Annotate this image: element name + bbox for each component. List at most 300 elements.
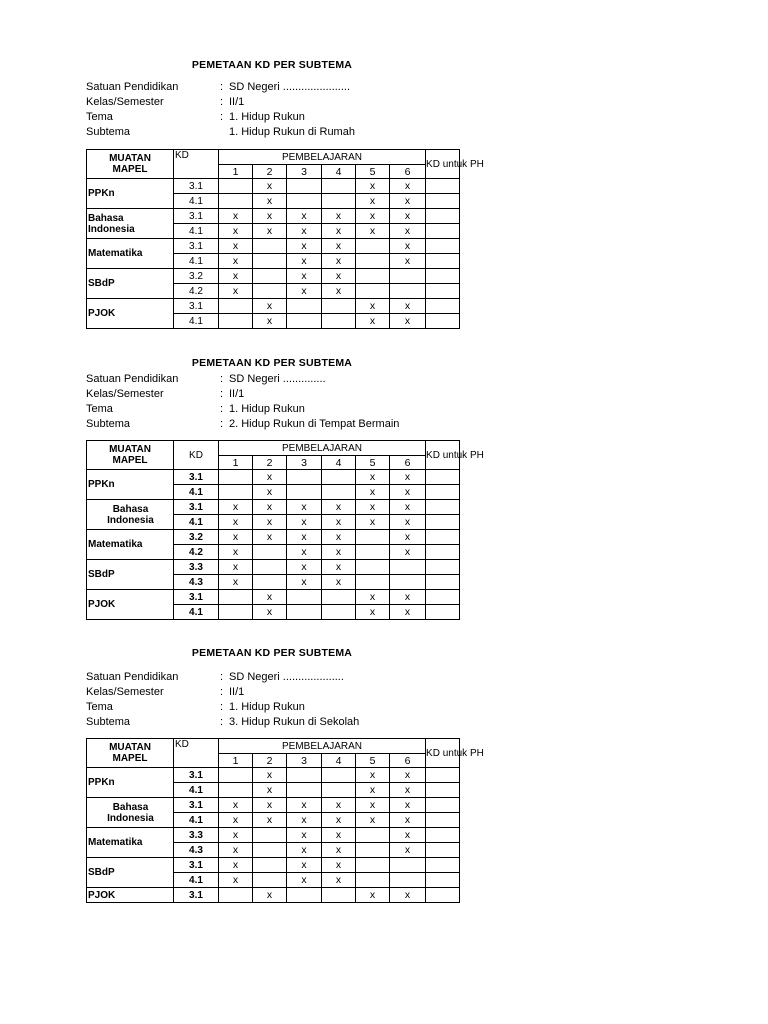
- mark-cell: x: [322, 530, 356, 545]
- table-row: [87, 299, 460, 314]
- mark-cell: [253, 843, 287, 858]
- subject-cell: [87, 798, 174, 828]
- pembelajaran-number: 4: [322, 754, 356, 768]
- mark-cell: x: [390, 813, 426, 828]
- header-muatan: MUATAN: [109, 153, 151, 164]
- mark-cell: [219, 314, 253, 329]
- ph-cell: [426, 783, 460, 798]
- mark-cell: x: [253, 515, 287, 530]
- mark-cell: x: [287, 515, 322, 530]
- pembelajaran-number: 2: [253, 754, 287, 768]
- info-label: Satuan Pendidikan: [86, 671, 179, 683]
- mark-cell: [322, 194, 356, 209]
- subject-cell: PJOK: [87, 590, 174, 620]
- info-value: SD Negeri ......................: [229, 81, 351, 93]
- kd-cell: 4.1: [174, 605, 219, 620]
- mark-cell: x: [219, 858, 253, 873]
- kd-cell: 3.2: [174, 269, 219, 284]
- mark-cell: [356, 239, 390, 254]
- mark-cell: x: [287, 828, 322, 843]
- mark-cell: [287, 888, 322, 903]
- table-row: [87, 590, 460, 605]
- mark-cell: x: [322, 500, 356, 515]
- info-value: II/1: [229, 388, 245, 400]
- section-title: PEMETAAN KD PER SUBTEMA: [191, 357, 353, 369]
- mark-cell: x: [253, 470, 287, 485]
- mark-cell: x: [219, 843, 253, 858]
- mark-cell: x: [219, 284, 253, 299]
- pembelajaran-number: 1: [219, 754, 253, 768]
- mark-cell: x: [253, 314, 287, 329]
- info-colon: :: [220, 716, 224, 728]
- table-row: [87, 470, 460, 485]
- mark-cell: [253, 575, 287, 590]
- mark-cell: x: [287, 530, 322, 545]
- mark-cell: x: [322, 813, 356, 828]
- mark-cell: [322, 179, 356, 194]
- info-label: Subtema: [86, 418, 131, 430]
- mark-cell: [390, 560, 426, 575]
- info-label: Kelas/Semester: [86, 96, 164, 108]
- mark-cell: x: [219, 269, 253, 284]
- mark-cell: x: [390, 299, 426, 314]
- ph-cell: [426, 239, 460, 254]
- pembelajaran-number: 3: [287, 754, 322, 768]
- mark-cell: x: [356, 470, 390, 485]
- mark-cell: x: [219, 798, 253, 813]
- info-label: Subtema: [86, 126, 131, 138]
- mark-cell: x: [390, 768, 426, 783]
- info-value: 1. Hidup Rukun: [229, 111, 305, 123]
- mark-cell: [356, 269, 390, 284]
- info-value: 1. Hidup Rukun: [229, 403, 305, 415]
- mark-cell: x: [322, 224, 356, 239]
- mark-cell: x: [287, 500, 322, 515]
- pembelajaran-number: 6: [390, 456, 426, 470]
- mark-cell: [287, 314, 322, 329]
- info-colon: :: [220, 686, 224, 698]
- mark-cell: x: [219, 828, 253, 843]
- mark-cell: x: [390, 530, 426, 545]
- mark-cell: [253, 284, 287, 299]
- mark-cell: x: [219, 239, 253, 254]
- mark-cell: [287, 299, 322, 314]
- mark-cell: x: [219, 515, 253, 530]
- pembelajaran-number: 6: [390, 754, 426, 768]
- ph-cell: [426, 470, 460, 485]
- mark-cell: x: [253, 485, 287, 500]
- subject-name-line: Indonesia: [107, 514, 154, 526]
- mark-cell: x: [253, 530, 287, 545]
- mark-cell: x: [356, 314, 390, 329]
- ph-cell: [426, 813, 460, 828]
- ph-cell: [426, 873, 460, 888]
- mark-cell: [356, 284, 390, 299]
- header-row: [87, 150, 460, 165]
- info-colon: :: [220, 111, 224, 123]
- mark-cell: [219, 179, 253, 194]
- mark-cell: [356, 560, 390, 575]
- mark-cell: [322, 470, 356, 485]
- mark-cell: x: [322, 843, 356, 858]
- subject-cell: PPKn: [87, 768, 174, 798]
- mark-cell: x: [390, 470, 426, 485]
- header-row: [87, 441, 460, 456]
- mark-cell: x: [219, 530, 253, 545]
- mark-cell: [219, 470, 253, 485]
- info-label: Tema: [86, 111, 113, 123]
- ph-cell: [426, 209, 460, 224]
- mark-cell: x: [390, 254, 426, 269]
- section-title: PEMETAAN KD PER SUBTEMA: [191, 59, 353, 71]
- subject-cell: PJOK: [87, 299, 174, 329]
- info-colon: :: [220, 373, 224, 385]
- table-row: [87, 798, 460, 813]
- mark-cell: x: [322, 828, 356, 843]
- kd-cell: 3.1: [174, 798, 219, 813]
- mark-cell: x: [356, 590, 390, 605]
- mark-cell: [253, 269, 287, 284]
- mark-cell: x: [219, 545, 253, 560]
- kd-mapping-table: [86, 149, 484, 329]
- mark-cell: [219, 194, 253, 209]
- table-row: [87, 858, 460, 873]
- mark-cell: x: [356, 768, 390, 783]
- mark-cell: [287, 783, 322, 798]
- ph-cell: [426, 515, 460, 530]
- ph-cell: [426, 500, 460, 515]
- ph-cell: [426, 284, 460, 299]
- info-colon: :: [220, 81, 224, 93]
- mark-cell: x: [322, 209, 356, 224]
- info-colon: :: [220, 403, 224, 415]
- ph-cell: [426, 485, 460, 500]
- kd-cell: 4.3: [174, 575, 219, 590]
- mark-cell: [322, 485, 356, 500]
- subject-name-line: Bahasa: [112, 801, 149, 813]
- kd-cell: 3.1: [174, 179, 219, 194]
- info-label: Satuan Pendidikan: [86, 81, 179, 93]
- pembelajaran-number: 4: [322, 456, 356, 470]
- mark-cell: x: [356, 209, 390, 224]
- pembelajaran-number: 3: [287, 456, 322, 470]
- ph-cell: [426, 194, 460, 209]
- mark-cell: x: [356, 179, 390, 194]
- pembelajaran-number: 1: [219, 456, 253, 470]
- mark-cell: x: [287, 224, 322, 239]
- mark-cell: x: [390, 194, 426, 209]
- mark-cell: [390, 575, 426, 590]
- header-pembelajaran: PEMBELAJARAN: [219, 441, 426, 456]
- pembelajaran-number: 3: [287, 165, 322, 179]
- mark-cell: [287, 768, 322, 783]
- mark-cell: [322, 783, 356, 798]
- mark-cell: [322, 590, 356, 605]
- mark-cell: x: [219, 500, 253, 515]
- mark-cell: x: [390, 515, 426, 530]
- table-row: [87, 269, 460, 284]
- info-value: 3. Hidup Rukun di Sekolah: [229, 716, 360, 728]
- mark-cell: x: [390, 783, 426, 798]
- info-value: 2. Hidup Rukun di Tempat Bermain: [229, 418, 400, 430]
- mark-cell: [322, 299, 356, 314]
- mark-cell: x: [287, 813, 322, 828]
- mark-cell: x: [356, 194, 390, 209]
- mark-cell: [219, 768, 253, 783]
- mark-cell: [253, 873, 287, 888]
- kd-mapping-table: [86, 440, 484, 620]
- subject-cell: Matematika: [87, 828, 174, 858]
- table-row: [87, 768, 460, 783]
- kd-cell: 4.1: [174, 515, 219, 530]
- mark-cell: x: [390, 500, 426, 515]
- kd-cell: 3.1: [174, 299, 219, 314]
- mark-cell: x: [219, 209, 253, 224]
- kd-cell: 4.1: [174, 873, 219, 888]
- mark-cell: x: [219, 813, 253, 828]
- ph-cell: [426, 843, 460, 858]
- ph-cell: [426, 299, 460, 314]
- mark-cell: x: [253, 299, 287, 314]
- kd-cell: 3.1: [174, 239, 219, 254]
- mark-cell: [322, 605, 356, 620]
- mark-cell: x: [390, 239, 426, 254]
- mark-cell: [219, 590, 253, 605]
- mark-cell: x: [253, 798, 287, 813]
- subject-cell: SBdP: [87, 269, 174, 299]
- header-mapel: MAPEL: [112, 455, 148, 466]
- mark-cell: [356, 530, 390, 545]
- mark-cell: x: [390, 843, 426, 858]
- mark-cell: [390, 269, 426, 284]
- ph-cell: [426, 590, 460, 605]
- pembelajaran-number: 6: [390, 165, 426, 179]
- mark-cell: x: [219, 560, 253, 575]
- mark-cell: [356, 545, 390, 560]
- kd-cell: 4.1: [174, 314, 219, 329]
- kd-cell: 3.3: [174, 560, 219, 575]
- mark-cell: [219, 299, 253, 314]
- mark-cell: x: [322, 239, 356, 254]
- kd-cell: 3.1: [174, 500, 219, 515]
- mark-cell: x: [356, 798, 390, 813]
- kd-cell: 3.1: [174, 470, 219, 485]
- mark-cell: [322, 888, 356, 903]
- mark-cell: x: [322, 284, 356, 299]
- mark-cell: x: [253, 224, 287, 239]
- mark-cell: [287, 194, 322, 209]
- pembelajaran-number: 2: [253, 165, 287, 179]
- mark-cell: [356, 254, 390, 269]
- info-colon: :: [220, 388, 224, 400]
- kd-cell: 4.1: [174, 224, 219, 239]
- mark-cell: x: [322, 858, 356, 873]
- mark-cell: [287, 179, 322, 194]
- kd-cell: 3.1: [174, 209, 219, 224]
- ph-cell: [426, 314, 460, 329]
- kd-cell: 3.1: [174, 858, 219, 873]
- pembelajaran-number: 1: [219, 165, 253, 179]
- header-muatan-mapel: [87, 150, 174, 179]
- mark-cell: x: [390, 209, 426, 224]
- mark-cell: x: [390, 545, 426, 560]
- subject-cell: SBdP: [87, 858, 174, 888]
- mark-cell: [253, 560, 287, 575]
- mark-cell: x: [390, 179, 426, 194]
- mark-cell: x: [322, 269, 356, 284]
- mark-cell: [253, 239, 287, 254]
- header-kd: KD: [174, 150, 219, 179]
- mark-cell: [253, 828, 287, 843]
- mark-cell: x: [287, 239, 322, 254]
- mark-cell: x: [390, 485, 426, 500]
- subject-cell: [87, 209, 174, 239]
- mark-cell: x: [322, 873, 356, 888]
- mark-cell: [219, 485, 253, 500]
- mark-cell: x: [253, 590, 287, 605]
- header-mapel: MAPEL: [112, 164, 148, 175]
- mark-cell: x: [287, 209, 322, 224]
- ph-cell: [426, 605, 460, 620]
- subject-name-line: Bahasa: [88, 212, 124, 224]
- info-colon: :: [220, 671, 224, 683]
- mark-cell: x: [219, 224, 253, 239]
- table-row: [87, 500, 460, 515]
- subject-cell: PPKn: [87, 470, 174, 500]
- header-pembelajaran: PEMBELAJARAN: [219, 150, 426, 165]
- mark-cell: [356, 828, 390, 843]
- info-value: II/1: [229, 686, 245, 698]
- header-kd: KD: [174, 739, 219, 768]
- mark-cell: x: [287, 560, 322, 575]
- subject-cell: PPKn: [87, 179, 174, 209]
- ph-cell: [426, 828, 460, 843]
- mark-cell: x: [390, 590, 426, 605]
- mark-cell: [219, 888, 253, 903]
- mark-cell: x: [253, 888, 287, 903]
- ph-cell: [426, 858, 460, 873]
- subject-cell: [87, 500, 174, 530]
- kd-mapping-table: [86, 738, 484, 903]
- info-colon: :: [220, 96, 224, 108]
- mark-cell: x: [390, 798, 426, 813]
- mark-cell: x: [390, 605, 426, 620]
- mark-cell: [390, 284, 426, 299]
- ph-cell: [426, 224, 460, 239]
- mark-cell: x: [287, 798, 322, 813]
- kd-cell: 4.1: [174, 485, 219, 500]
- ph-cell: [426, 798, 460, 813]
- mark-cell: x: [219, 254, 253, 269]
- mark-cell: x: [322, 515, 356, 530]
- mark-cell: x: [322, 560, 356, 575]
- mark-cell: x: [356, 299, 390, 314]
- mark-cell: x: [356, 515, 390, 530]
- mark-cell: [322, 314, 356, 329]
- header-kd: KD: [174, 441, 219, 470]
- mark-cell: [253, 858, 287, 873]
- ph-cell: [426, 560, 460, 575]
- mark-cell: x: [287, 858, 322, 873]
- info-label: Tema: [86, 701, 113, 713]
- pembelajaran-number: 5: [356, 165, 390, 179]
- header-muatan: MUATAN: [109, 444, 151, 455]
- ph-cell: [426, 768, 460, 783]
- mark-cell: [356, 575, 390, 590]
- mark-cell: x: [356, 813, 390, 828]
- ph-cell: [426, 545, 460, 560]
- mark-cell: [287, 485, 322, 500]
- table-clip: [86, 738, 484, 905]
- pembelajaran-number: 5: [356, 456, 390, 470]
- mark-cell: x: [287, 269, 322, 284]
- info-value: II/1: [229, 96, 245, 108]
- ph-cell: [426, 179, 460, 194]
- kd-cell: 4.1: [174, 194, 219, 209]
- ph-cell: [426, 254, 460, 269]
- kd-cell: 3.1: [174, 590, 219, 605]
- info-value: SD Negeri ..............: [229, 373, 326, 385]
- info-label: Subtema: [86, 716, 131, 728]
- mark-cell: x: [356, 224, 390, 239]
- mark-cell: x: [253, 179, 287, 194]
- header-kd-untuk-ph: KD untuk PH: [426, 441, 460, 470]
- ph-cell: [426, 269, 460, 284]
- info-label: Satuan Pendidikan: [86, 373, 179, 385]
- info-label: Kelas/Semester: [86, 388, 164, 400]
- kd-cell: 3.3: [174, 828, 219, 843]
- subject-name-line: Indonesia: [88, 223, 135, 235]
- mark-cell: x: [253, 194, 287, 209]
- mark-cell: x: [390, 888, 426, 903]
- header-row: [87, 739, 460, 754]
- subject-cell: PJOK: [87, 888, 174, 903]
- mark-cell: [356, 873, 390, 888]
- pembelajaran-number: 4: [322, 165, 356, 179]
- mark-cell: x: [322, 798, 356, 813]
- mark-cell: [356, 858, 390, 873]
- info-label: Kelas/Semester: [86, 686, 164, 698]
- info-value: 1. Hidup Rukun: [229, 701, 305, 713]
- mark-cell: x: [322, 545, 356, 560]
- kd-cell: 3.1: [174, 888, 219, 903]
- mark-cell: x: [219, 575, 253, 590]
- mark-cell: x: [390, 828, 426, 843]
- mark-cell: [287, 605, 322, 620]
- mark-cell: x: [253, 783, 287, 798]
- info-value: 1. Hidup Rukun di Rumah: [229, 126, 355, 138]
- info-label: Tema: [86, 403, 113, 415]
- kd-cell: 4.1: [174, 254, 219, 269]
- kd-cell: 4.2: [174, 545, 219, 560]
- mark-cell: x: [219, 873, 253, 888]
- mark-cell: x: [287, 545, 322, 560]
- mark-cell: x: [287, 284, 322, 299]
- subject-cell: Matematika: [87, 530, 174, 560]
- mark-cell: x: [356, 783, 390, 798]
- header-muatan: MUATAN: [109, 742, 151, 753]
- mark-cell: [390, 873, 426, 888]
- header-mapel: MAPEL: [112, 753, 148, 764]
- mark-cell: [322, 768, 356, 783]
- table-row: [87, 239, 460, 254]
- mark-cell: x: [253, 813, 287, 828]
- kd-cell: 4.2: [174, 284, 219, 299]
- table-row: [87, 530, 460, 545]
- info-value: SD Negeri ....................: [229, 671, 344, 683]
- kd-cell: 4.1: [174, 813, 219, 828]
- pembelajaran-number: 5: [356, 754, 390, 768]
